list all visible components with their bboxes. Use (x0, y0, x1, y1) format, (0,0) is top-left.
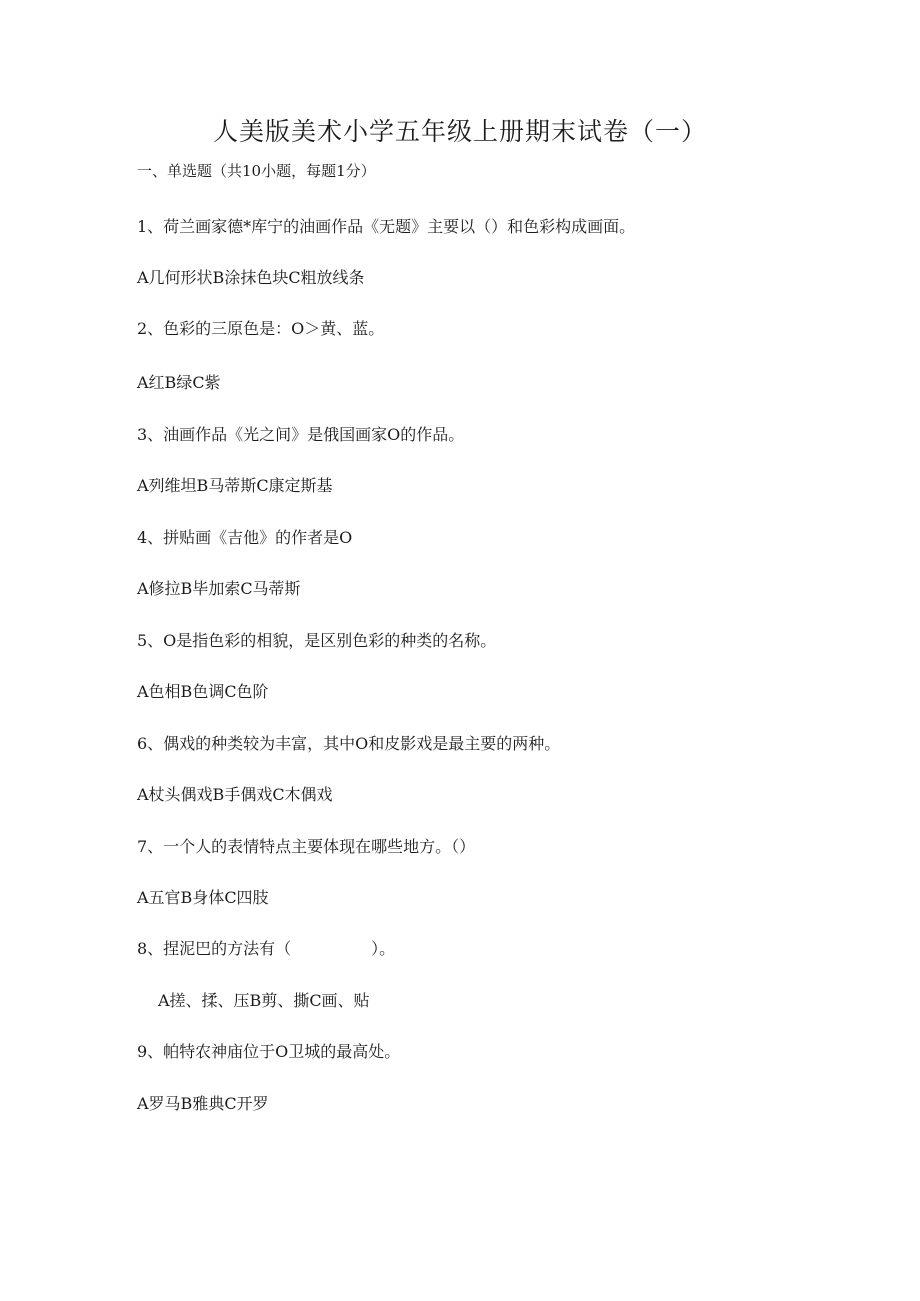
options-3: A列维坦B马蒂斯C康定斯基 (137, 476, 333, 495)
question-1: 1、荷兰画家德*库宁的油画作品《无题》主要以（）和色彩构成画面。 (137, 217, 636, 236)
section-heading: 一、单选题（共10小题，每题1分） (137, 162, 376, 180)
question-2: 2、色彩的三原色是：O＞黄、蓝。 (137, 319, 385, 338)
question-6: 6、偶戏的种类较为丰富，其中O和皮影戏是最主要的两种。 (137, 734, 561, 753)
options-1: A几何形状B涂抹色块C粗放线条 (137, 268, 365, 287)
question-8: 8、捏泥巴的方法有（ ）。 (137, 939, 396, 958)
exam-title: 人美版美术小学五年级上册期末试卷（一） (212, 117, 707, 146)
options-7: A五官B身体C四肢 (137, 888, 269, 907)
options-2: A红B绿C紫 (137, 373, 221, 392)
options-4: A修拉B毕加索C马蒂斯 (137, 579, 301, 598)
options-5: A色相B色调C色阶 (137, 682, 269, 701)
options-6: A杖头偶戏B手偶戏C木偶戏 (137, 785, 333, 804)
question-7: 7、一个人的表情特点主要体现在哪些地方。（） (137, 837, 476, 856)
question-9: 9、帕特农神庙位于O卫城的最高处。 (137, 1042, 401, 1061)
question-4: 4、拼贴画《吉他》的作者是O (137, 528, 353, 547)
options-9: A罗马B雅典C开罗 (137, 1094, 269, 1113)
options-8: A搓、揉、压B剪、撕C画、贴 (158, 991, 370, 1010)
question-3: 3、油画作品《光之间》是俄国画家O的作品。 (137, 425, 465, 444)
question-5: 5、O是指色彩的相貌，是区别色彩的种类的名称。 (137, 631, 497, 650)
